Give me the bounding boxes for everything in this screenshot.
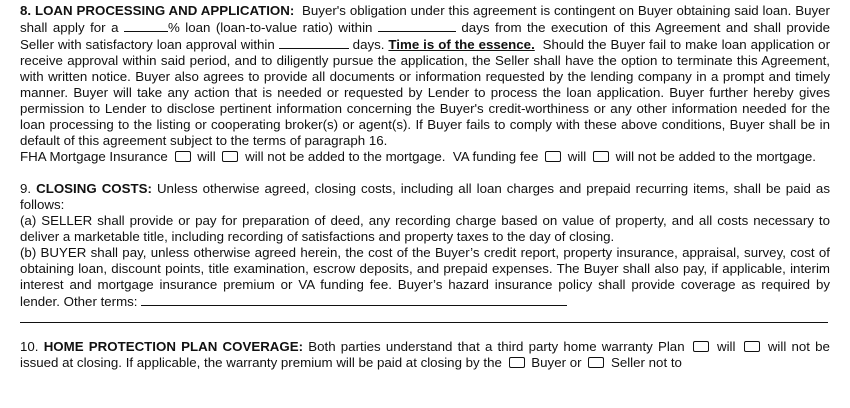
section-8-text-2: % loan (loan-to-value ratio) within (167, 20, 373, 35)
section-9-buyer-text: (b) BUYER shall pay, unless otherwise agreed herein, the cost of the Buyer’s credit report, property insurance, appraisal, survey, cost of obtaining loan, discount points, title examination, escrow deposits, and prepaid expenses. The Buyer shall also pay, if applicable, interim interest and mortgage insurance premium or VA funding fee. Buyer’s hazard insurance policy shall provide coverage as required by lender. Other terms: (20, 245, 830, 309)
other-terms-field[interactable] (141, 293, 567, 306)
va-will-not-label: will not be added to the mortgage. (615, 149, 816, 164)
section-9-buyer-costs (20, 245, 830, 310)
va-will-label: will (567, 149, 587, 164)
section-9-closing-costs (20, 181, 830, 323)
loan-percent-field[interactable] (124, 19, 168, 32)
section-9-title: CLOSING COSTS: (36, 181, 152, 196)
warranty-will-checkbox[interactable] (693, 341, 709, 352)
paid-by-seller-checkbox[interactable] (588, 357, 604, 368)
section-9-number: 9. (20, 181, 32, 196)
va-will-not-checkbox[interactable] (593, 151, 609, 162)
section-8-text-5: Should the Buyer fail to make loan application or receive approval within said period, and to diligently pursue the application, the Seller shall have the option to terminate this Agreement, with written notice. Buyer also agrees to provide all documents or information requested by the lending company in a prompt and timely manner. Buyer will take any action that is needed or requested by Lender to process the loan application. Buyer further hereby gives permission to Lender to disclose pertinent information concerning the Buyer's credit-worthiness or any other information needed for the loan processing to the listing or cooperating broker(s) or agent(s). If Buyer fails to comply with these above conditions, Buyer shall be in default of this agreement subject to the terms of paragraph 16. (20, 37, 830, 148)
other-terms-line-2[interactable] (20, 322, 828, 323)
fha-label: FHA Mortgage Insurance (20, 149, 168, 164)
warranty-will-label: will (716, 339, 736, 354)
section-9-intro-text: Unless otherwise agreed, closing costs, including all loan charges and prepaid recurring items, shall be paid as follows: (20, 181, 830, 212)
section-8-text-4: days. (352, 37, 385, 52)
warranty-will-not-checkbox[interactable] (744, 341, 760, 352)
time-essence-emphasis: Time is of the essence. (388, 37, 535, 52)
application-days-field[interactable] (378, 19, 456, 32)
paid-by-buyer-checkbox[interactable] (509, 357, 525, 368)
section-10-body (20, 339, 830, 371)
section-9-seller-costs: (a) SELLER shall provide or pay for preparation of deed, any recording charge based on value of property, and all costs necessary to deliver a marketable title, including recording of satisfactions and property taxes to the day of closing. (20, 213, 830, 244)
section-8-title: LOAN PROCESSING AND APPLICATION: (34, 3, 295, 18)
fha-will-not-checkbox[interactable] (222, 151, 238, 162)
fha-will-label: will (197, 149, 216, 164)
paid-by-buyer-label: Buyer or (531, 355, 582, 370)
approval-days-field[interactable] (279, 36, 349, 49)
section-10-title: HOME PROTECTION PLAN COVERAGE: (43, 339, 304, 354)
paid-by-seller-label: Seller not to (610, 355, 682, 370)
va-label: VA funding fee (452, 149, 539, 164)
section-10-text-2: not be issued at closing. If applicable, the warranty premium will be paid at closing by the (20, 339, 830, 370)
section-10-number: 10. (20, 339, 39, 354)
section-8-body (20, 3, 830, 149)
section-10-home-protection (20, 339, 830, 371)
fha-will-checkbox[interactable] (175, 151, 191, 162)
va-will-checkbox[interactable] (545, 151, 561, 162)
section-9-intro (20, 181, 830, 213)
fha-va-line (20, 149, 830, 165)
section-10-text-1: Both parties understand that a third party home warranty Plan (308, 339, 685, 354)
fha-will-not-label: will not be added to the mortgage. (245, 149, 446, 164)
section-8-number: 8. (20, 3, 32, 18)
section-8-text-1: Buyer's obligation under this agreement is contingent on Buyer obtaining said loan. Buyer shall apply for a (20, 3, 830, 35)
section-8-text-3: days from the execution of this Agreement and shall provide Seller with satisfactory loan approval within (20, 20, 830, 52)
section-8-loan-processing (20, 3, 830, 165)
warranty-will-label-2: will (767, 339, 787, 354)
